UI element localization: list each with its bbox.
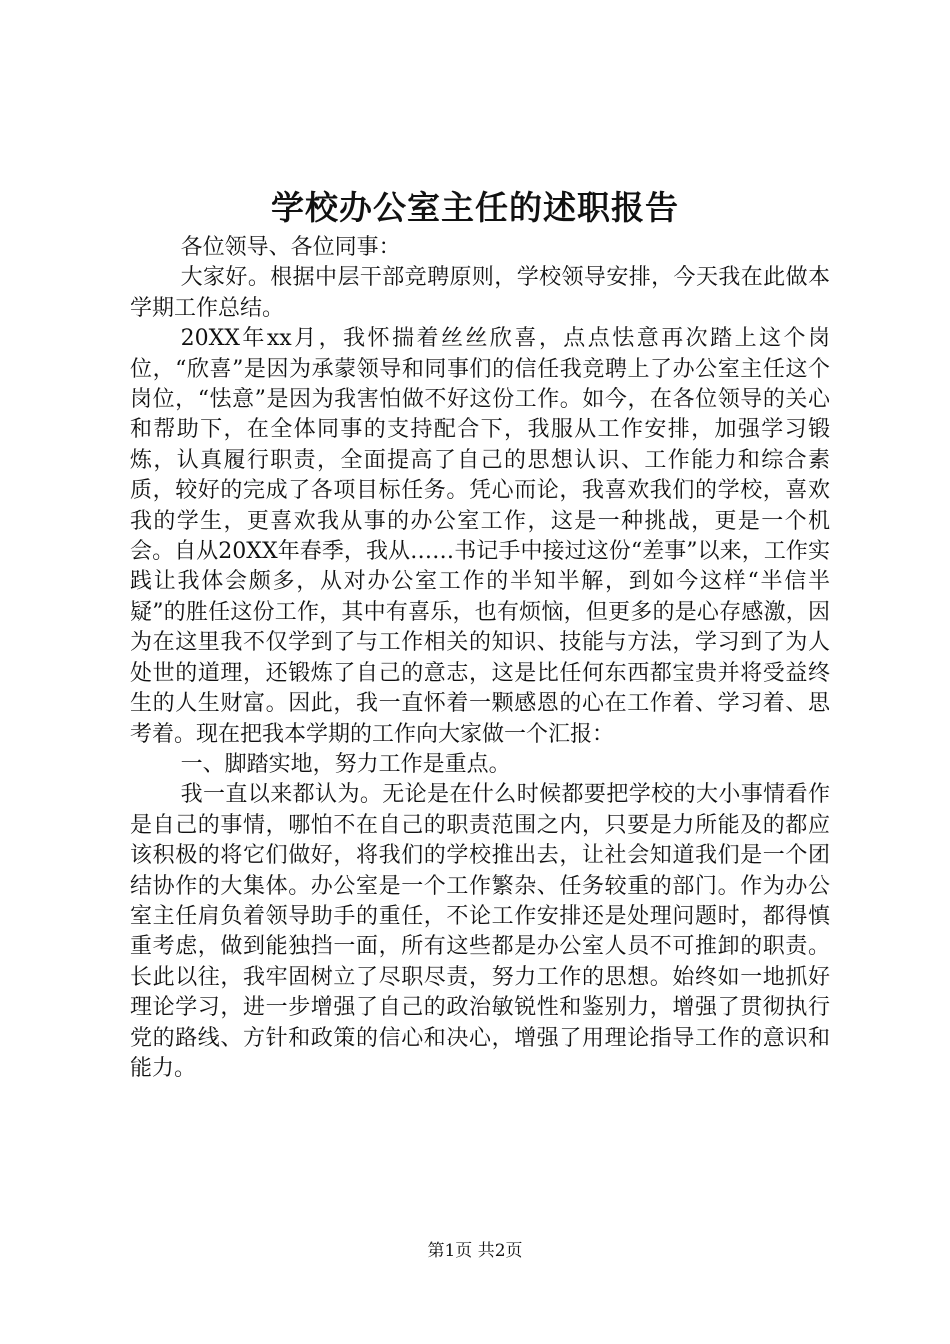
- page-number-footer: 第1页 共2页: [427, 1241, 523, 1261]
- paragraph-salutation: 各位领导、各位同事：: [180, 235, 401, 260]
- paragraph-introduction: 20XX年xx月，我怀揣着丝丝欣喜，点点怯意再次踏上这个岗位，“欣喜”是因为承蒙领导和同事们的信任我竞聘上了办公室主任这个岗位，“怯意”是因为我害怕做不好这份工作。如今，在各位领导的关心和帮助下，在全体同事的支持配合下，我服从工作安排，加强学习锻炼，认真履行职责，全面提高了自己的思想认识、工作能力和综合素质，较好的完成了各项目标任务。凭心而论，我喜欢我们的学校，喜欢我的学生，更喜欢我从事的办公室工作，这是一种挑战，更是一个机会。自从20XX年春季，我从……书记手中接过这份“差事”以来，工作实践让我体会颇多，从对办公室工作的半知半解，到如今这样“半信半疑”的胜任这份工作，其中有喜乐，也有烦恼，但更多的是心存感激，因为在这里我不仅学到了与工作相关的知识、技能与方法，学习到了为人处世的道理，还锻炼了自己的意志，这是比任何东西都宝贵并将受益终生的人生财富。因此，我一直怀着一颗感恩的心在工作着、学习着、思考着。现在把我本学期的工作向大家做一个汇报：: [130, 326, 830, 747]
- paragraph-section-1: 我一直以来都认为。无论是在什么时候都要把学校的大小事情看作是自己的事情，哪怕不在自己的职责范围之内，只要是力所能及的都应该积极的将它们做好，将我们的学校推出去，让社会知道我们是一个团结协作的大集体。办公室是一个工作繁杂、任务较重的部门。作为办公室主任肩负着领导助手的重任，不论工作安排还是处理问题时，都得慎重考虑，做到能独挡一面，所有这些都是办公室人员不可推卸的职责。长此以往，我牢固树立了尽职尽责，努力工作的思想。始终如一地抓好理论学习，进一步增强了自己的政治敏锐性和鉴别力，增强了贯彻执行党的路线、方针和政策的信心和决心，增强了用理论指导工作的意识和能力。: [130, 782, 830, 1081]
- document-body: [130, 233, 830, 1084]
- section-heading-1: 一、脚踏实地，努力工作是重点。: [180, 751, 511, 777]
- paragraph-greeting: 大家好。根据中层干部竞聘原则，学校领导安排，今天我在此做本学期工作总结。: [130, 265, 830, 321]
- document-title: 学校办公室主任的述职报告: [271, 188, 679, 227]
